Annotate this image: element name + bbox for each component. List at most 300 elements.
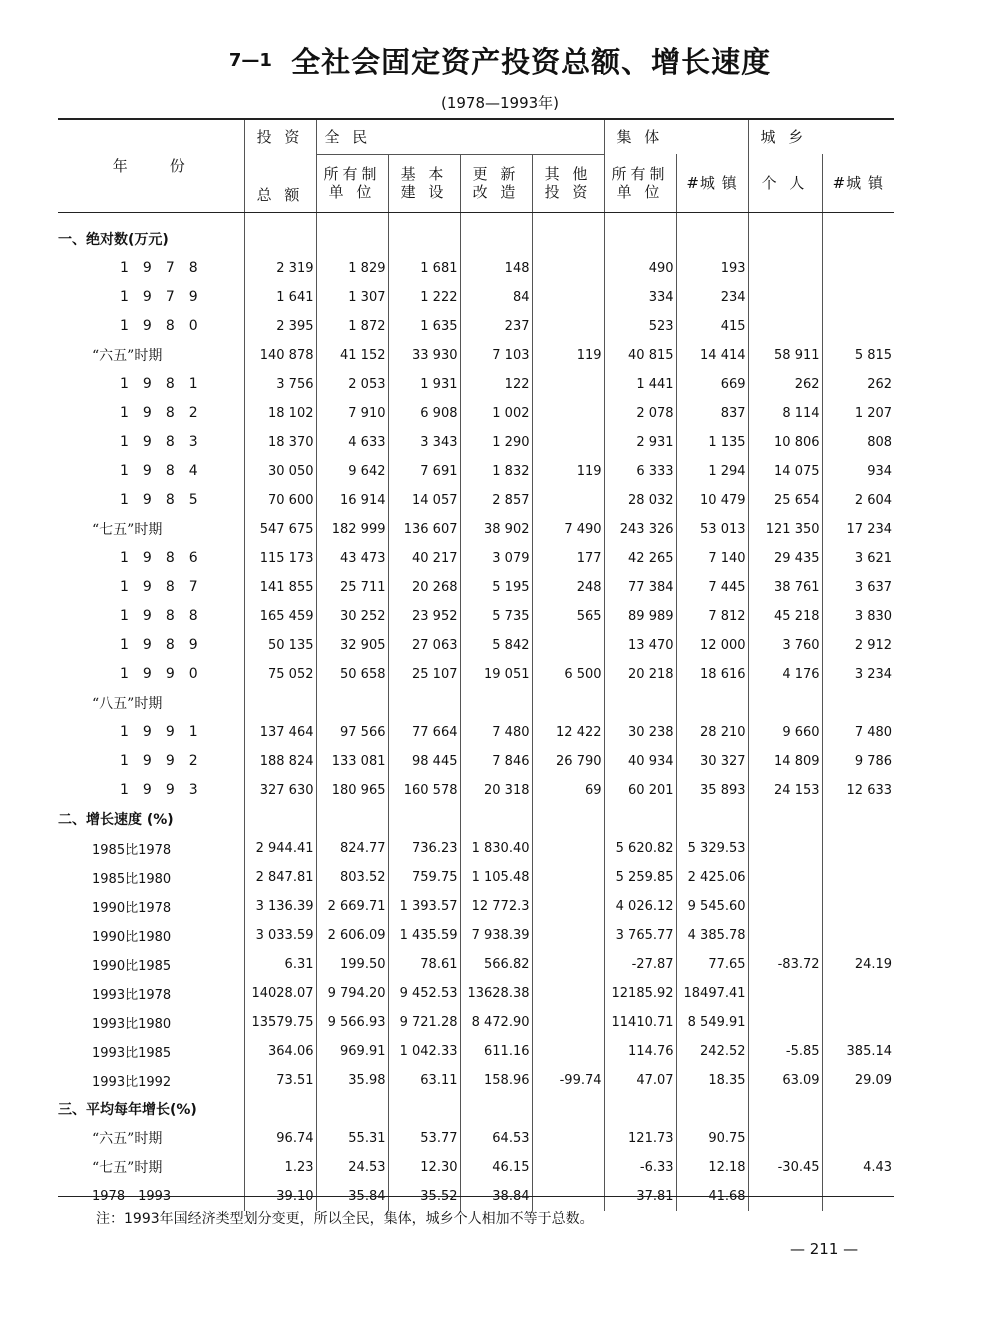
table-cell: 1 307 (316, 283, 388, 312)
header-state-own-bottom: 单 位 (328, 183, 376, 201)
table-cell (822, 1124, 894, 1153)
table-cell: 78.61 (388, 950, 460, 979)
table-cell: 1 135 (676, 428, 748, 457)
table-cell: 1 931 (388, 370, 460, 399)
header-coll-own-bottom: 单 位 (616, 182, 664, 201)
row-label: 1991 (120, 724, 212, 740)
table-row (58, 573, 894, 602)
table-cell (532, 370, 604, 399)
row-label: 1993比1992 (92, 1074, 172, 1090)
table-cell (748, 689, 822, 718)
table-cell: 837 (676, 399, 748, 428)
table-cell: 77.65 (676, 950, 748, 979)
table-cell: 1 635 (388, 312, 460, 341)
table-cell: 28 032 (604, 486, 676, 515)
table-cell: 35.84 (316, 1182, 388, 1211)
table-cell: 237 (460, 312, 532, 341)
header-state-own-top: 所有制 (323, 165, 381, 183)
table-cell: 364.06 (244, 1037, 316, 1066)
table-cell: 2 319 (244, 254, 316, 283)
page-title (0, 40, 1000, 81)
table-cell: 97 566 (316, 718, 388, 747)
table-row (58, 341, 894, 370)
table-cell: 18497.41 (676, 979, 748, 1008)
table-cell: 669 (676, 370, 748, 399)
table-cell: 158.96 (460, 1066, 532, 1095)
table-row (58, 863, 894, 892)
table-cell: 63.09 (748, 1066, 822, 1095)
table-cell: 96.74 (244, 1124, 316, 1153)
table-cell: 13579.75 (244, 1008, 316, 1037)
table-cell: 12.18 (676, 1153, 748, 1182)
table-cell (822, 1008, 894, 1037)
table-cell: 1 042.33 (388, 1037, 460, 1066)
spacer-cell (316, 212, 388, 225)
table-cell: 69 (532, 776, 604, 805)
header-collective-town: #城 镇 (676, 154, 748, 212)
table-cell: 19 051 (460, 660, 532, 689)
table-cell: 7 103 (460, 341, 532, 370)
table-cell: 5 620.82 (604, 834, 676, 863)
table-cell: 1 441 (604, 370, 676, 399)
table-cell: 4 176 (748, 660, 822, 689)
table-cell: 24.19 (822, 950, 894, 979)
table-cell: 611.16 (460, 1037, 532, 1066)
header-renovation: 更 新 改 造 (460, 154, 532, 212)
table-cell: 27 063 (388, 631, 460, 660)
table-cell: 7 691 (388, 457, 460, 486)
table-cell: 3 765.77 (604, 921, 676, 950)
row-label: 1993比1980 (92, 1016, 172, 1032)
table-cell: 1 832 (460, 457, 532, 486)
table-cell: 50 135 (244, 631, 316, 660)
table-cell (532, 1124, 604, 1153)
table-cell (532, 312, 604, 341)
table-cell (244, 1095, 316, 1124)
row-label: 二、增长速度 (%) (58, 812, 174, 828)
table-row (58, 225, 894, 254)
table-cell: 1 829 (316, 254, 388, 283)
table-cell: 63.11 (388, 1066, 460, 1095)
table-cell: 53.77 (388, 1124, 460, 1153)
table-cell: 7 490 (532, 515, 604, 544)
table-cell: 12 422 (532, 718, 604, 747)
row-label: “六五”时期 (92, 348, 163, 364)
table-cell: 9 786 (822, 747, 894, 776)
spacer-cell (532, 212, 604, 225)
table-cell: 334 (604, 283, 676, 312)
table-cell: 193 (676, 254, 748, 283)
table-cell: -30.45 (748, 1153, 822, 1182)
table-cell: 20 218 (604, 660, 676, 689)
table-cell: -6.33 (604, 1153, 676, 1182)
table-cell (676, 1095, 748, 1124)
table-cell: 141 855 (244, 573, 316, 602)
table-cell: 121.73 (604, 1124, 676, 1153)
table-cell: 1 641 (244, 283, 316, 312)
investment-table (58, 120, 894, 1211)
table-cell (676, 805, 748, 834)
table-cell: 60 201 (604, 776, 676, 805)
table-cell: -5.85 (748, 1037, 822, 1066)
row-label: 1993比1985 (92, 1045, 172, 1061)
table-cell: 4 385.78 (676, 921, 748, 950)
table-cell: 2 604 (822, 486, 894, 515)
table-cell: 5 329.53 (676, 834, 748, 863)
table-cell: -27.87 (604, 950, 676, 979)
table-row (58, 486, 894, 515)
table-cell (388, 225, 460, 254)
table-row (58, 1066, 894, 1095)
table-cell: 9 452.53 (388, 979, 460, 1008)
table-cell (822, 863, 894, 892)
bottom-rule (58, 1196, 894, 1197)
table-cell (388, 1095, 460, 1124)
table-cell (748, 1008, 822, 1037)
header-year: 年 份 (58, 120, 244, 212)
table-cell: 20 268 (388, 573, 460, 602)
table-cell: 46.15 (460, 1153, 532, 1182)
table-cell (532, 892, 604, 921)
table-cell (244, 689, 316, 718)
table-cell: 20 318 (460, 776, 532, 805)
table-cell: 75 052 (244, 660, 316, 689)
table-row (58, 254, 894, 283)
table-cell: 38 761 (748, 573, 822, 602)
table-body (58, 212, 894, 1211)
table-cell: 177 (532, 544, 604, 573)
table-cell: 70 600 (244, 486, 316, 515)
table-cell: 37.81 (604, 1182, 676, 1211)
table-row (58, 805, 894, 834)
table-cell: 808 (822, 428, 894, 457)
table-cell: 4.43 (822, 1153, 894, 1182)
table-cell: 6.31 (244, 950, 316, 979)
table-cell: 14 809 (748, 747, 822, 776)
table-cell: 10 479 (676, 486, 748, 515)
table-row (58, 747, 894, 776)
table-cell: 5 815 (822, 341, 894, 370)
table-cell (388, 689, 460, 718)
table-cell: 2 606.09 (316, 921, 388, 950)
table-cell: 7 812 (676, 602, 748, 631)
header-state-ownership (316, 154, 388, 212)
row-label: 1985比1978 (92, 842, 172, 858)
table-cell: 30 050 (244, 457, 316, 486)
table-cell (822, 689, 894, 718)
table-cell: 148 (460, 254, 532, 283)
table-cell: 385.14 (822, 1037, 894, 1066)
table-cell: 42 265 (604, 544, 676, 573)
table-cell: 30 252 (316, 602, 388, 631)
table-cell: 1 294 (676, 457, 748, 486)
table-cell: 3 343 (388, 428, 460, 457)
table-cell: 3 637 (822, 573, 894, 602)
row-label: 1990比1978 (92, 900, 172, 916)
table-cell: 122 (460, 370, 532, 399)
table-cell: 803.52 (316, 863, 388, 892)
spacer-row (58, 212, 894, 225)
table-cell: 160 578 (388, 776, 460, 805)
table-cell: 121 350 (748, 515, 822, 544)
table-cell: 8 472.90 (460, 1008, 532, 1037)
table-cell: 35 893 (676, 776, 748, 805)
table-row (58, 892, 894, 921)
table-cell: 6 908 (388, 399, 460, 428)
table-cell: 2 857 (460, 486, 532, 515)
row-label: “七五”时期 (92, 522, 163, 538)
table-cell: 10 806 (748, 428, 822, 457)
header-urban-rural-group: 城 乡 (748, 120, 894, 154)
table-cell: 547 675 (244, 515, 316, 544)
table-cell: 38.84 (460, 1182, 532, 1211)
table-cell: 824.77 (316, 834, 388, 863)
table-cell: 58 911 (748, 341, 822, 370)
table-cell (748, 1124, 822, 1153)
table-cell (676, 225, 748, 254)
table-cell: 25 107 (388, 660, 460, 689)
table-cell (316, 689, 388, 718)
table-cell: 243 326 (604, 515, 676, 544)
table-cell: 40 934 (604, 747, 676, 776)
footnote: 注：1993年国经济类型划分变更，所以全民，集体，城乡个人相加不等于总数。 (96, 1211, 594, 1227)
table-cell: 30 238 (604, 718, 676, 747)
table-cell: 133 081 (316, 747, 388, 776)
table-cell: 8 549.91 (676, 1008, 748, 1037)
row-label: 1978 (120, 260, 212, 276)
table-cell: 1 002 (460, 399, 532, 428)
row-label: 1981 (120, 376, 212, 392)
table-cell: 18 102 (244, 399, 316, 428)
table-cell: 35.52 (388, 1182, 460, 1211)
table-cell (748, 863, 822, 892)
table-cell (532, 1008, 604, 1037)
table-cell: 2 931 (604, 428, 676, 457)
table-cell: 12.30 (388, 1153, 460, 1182)
table-cell: 5 195 (460, 573, 532, 602)
table-cell (316, 1095, 388, 1124)
table-cell (748, 1095, 822, 1124)
table-cell (460, 805, 532, 834)
table-cell: 89 989 (604, 602, 676, 631)
table-cell: 11410.71 (604, 1008, 676, 1037)
table-cell: 77 664 (388, 718, 460, 747)
header-coll-own-top: 所有制 (611, 164, 669, 183)
table-cell: 1 681 (388, 254, 460, 283)
table-row (58, 631, 894, 660)
table-cell: 33 930 (388, 341, 460, 370)
table-cell: 188 824 (244, 747, 316, 776)
table-row (58, 515, 894, 544)
row-label: 1978—1993 (92, 1188, 172, 1204)
table-cell (748, 834, 822, 863)
header-state-group: 全 民 (316, 120, 604, 154)
spacer-cell (460, 212, 532, 225)
table-cell (822, 1095, 894, 1124)
table-row (58, 979, 894, 1008)
row-label: 1993比1978 (92, 987, 172, 1003)
table-cell (460, 689, 532, 718)
row-label: 1993 (120, 782, 212, 798)
spacer-cell (822, 212, 894, 225)
table-cell (532, 1095, 604, 1124)
spacer-cell (388, 212, 460, 225)
table-cell: -99.74 (532, 1066, 604, 1095)
table-cell: 9 660 (748, 718, 822, 747)
table-cell: 73.51 (244, 1066, 316, 1095)
row-label: 1992 (120, 753, 212, 769)
table-cell (676, 689, 748, 718)
table-cell: 1 105.48 (460, 863, 532, 892)
table-cell: 2 669.71 (316, 892, 388, 921)
table-cell (532, 805, 604, 834)
row-label: 1990比1980 (92, 929, 172, 945)
table-cell: 242.52 (676, 1037, 748, 1066)
table-cell (532, 225, 604, 254)
table-cell (604, 805, 676, 834)
table-cell: 3 033.59 (244, 921, 316, 950)
table-cell: 40 217 (388, 544, 460, 573)
header-individual: 个 人 (748, 154, 822, 212)
table-cell: 43 473 (316, 544, 388, 573)
table-cell: 24 153 (748, 776, 822, 805)
table-cell: 3 136.39 (244, 892, 316, 921)
table-cell (822, 312, 894, 341)
header-invest-top: 投 资 (244, 120, 316, 154)
table-cell (532, 1037, 604, 1066)
table-cell: 9 545.60 (676, 892, 748, 921)
table-row (58, 312, 894, 341)
table-cell: 490 (604, 254, 676, 283)
row-label: 1979 (120, 289, 212, 305)
table-cell: 32 905 (316, 631, 388, 660)
row-label: “八五”时期 (92, 696, 163, 712)
table-cell (748, 892, 822, 921)
title-text: 全社会固定资产投资总额、增长速度 (291, 45, 772, 79)
table-row (58, 660, 894, 689)
table-cell: 1 222 (388, 283, 460, 312)
table-cell: 4 026.12 (604, 892, 676, 921)
table-row (58, 834, 894, 863)
table-row (58, 283, 894, 312)
table-cell: 7 938.39 (460, 921, 532, 950)
table-cell: 6 500 (532, 660, 604, 689)
table-cell (748, 283, 822, 312)
table-header (58, 120, 894, 212)
row-label: 1982 (120, 405, 212, 421)
table-cell: 566.82 (460, 950, 532, 979)
table-cell (748, 225, 822, 254)
table-row (58, 776, 894, 805)
table-cell: 3 830 (822, 602, 894, 631)
table-cell (822, 892, 894, 921)
table-cell: 9 566.93 (316, 1008, 388, 1037)
table-cell: 9 794.20 (316, 979, 388, 1008)
row-label: 1987 (120, 579, 212, 595)
table-row (58, 689, 894, 718)
table-cell: 119 (532, 341, 604, 370)
row-label: 1985 (120, 492, 212, 508)
table-cell: 7 480 (460, 718, 532, 747)
table-cell: 1 393.57 (388, 892, 460, 921)
table-cell (822, 921, 894, 950)
table-cell (748, 921, 822, 950)
table-cell: 234 (676, 283, 748, 312)
table-cell (532, 631, 604, 660)
table-cell: 262 (748, 370, 822, 399)
table-cell (604, 225, 676, 254)
table-cell: 136 607 (388, 515, 460, 544)
table-cell: 1 830.40 (460, 834, 532, 863)
row-label: 1983 (120, 434, 212, 450)
table-cell (460, 225, 532, 254)
table-cell: 98 445 (388, 747, 460, 776)
row-label: 1980 (120, 318, 212, 334)
table-cell: 115 173 (244, 544, 316, 573)
table-number: 7—1 (228, 50, 272, 71)
table-cell: 415 (676, 312, 748, 341)
table-row (58, 370, 894, 399)
table-row (58, 1008, 894, 1037)
table-cell: 7 480 (822, 718, 894, 747)
table-cell (822, 225, 894, 254)
table-row (58, 718, 894, 747)
table-cell (822, 805, 894, 834)
table-cell (532, 254, 604, 283)
table-cell: 5 259.85 (604, 863, 676, 892)
row-label: “六五”时期 (92, 1131, 163, 1147)
table-cell: 13 470 (604, 631, 676, 660)
table-cell: 12185.92 (604, 979, 676, 1008)
table-cell: 50 658 (316, 660, 388, 689)
table-cell (822, 979, 894, 1008)
table-cell: 23 952 (388, 602, 460, 631)
table-cell (532, 428, 604, 457)
table-row (58, 1095, 894, 1124)
row-label: 1990 (120, 666, 212, 682)
table-cell: 1 207 (822, 399, 894, 428)
table-cell: 7 846 (460, 747, 532, 776)
spacer-cell (676, 212, 748, 225)
row-label: 1986 (120, 550, 212, 566)
table-cell: 165 459 (244, 602, 316, 631)
row-label: 1990比1985 (92, 958, 172, 974)
header-collective-ownership (604, 154, 676, 212)
table-cell: 8 114 (748, 399, 822, 428)
table-row (58, 1124, 894, 1153)
table-cell: 3 234 (822, 660, 894, 689)
table-cell: 137 464 (244, 718, 316, 747)
header-other-investment: 其 他 投 资 (532, 154, 604, 212)
table-row (58, 1037, 894, 1066)
table-cell: 90.75 (676, 1124, 748, 1153)
table-cell: 39.10 (244, 1182, 316, 1211)
table-cell (748, 979, 822, 1008)
table-cell: 5 735 (460, 602, 532, 631)
table-row (58, 428, 894, 457)
table-cell (532, 283, 604, 312)
table-cell: 736.23 (388, 834, 460, 863)
spacer-cell (604, 212, 676, 225)
table-cell: 180 965 (316, 776, 388, 805)
table-cell: 29.09 (822, 1066, 894, 1095)
table-cell: 18 370 (244, 428, 316, 457)
spacer-cell (748, 212, 822, 225)
header-collective-group: 集 体 (604, 120, 748, 154)
table-row (58, 544, 894, 573)
table-cell: 53 013 (676, 515, 748, 544)
table-cell: 1 290 (460, 428, 532, 457)
